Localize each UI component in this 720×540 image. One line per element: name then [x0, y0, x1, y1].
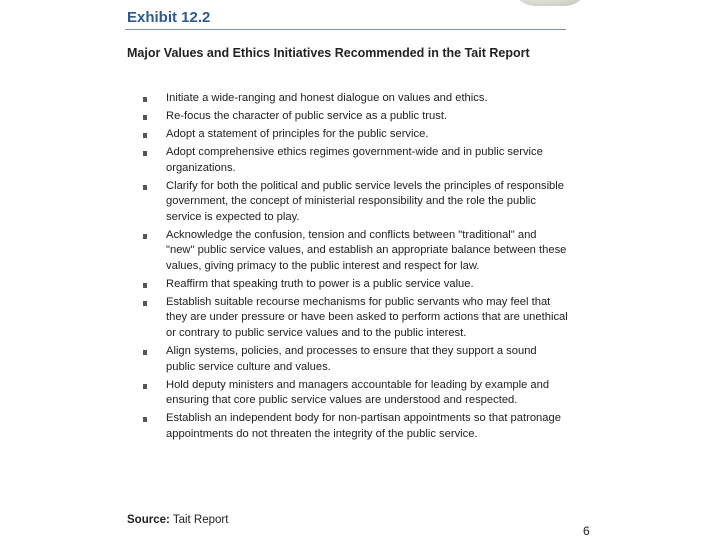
document-heading: Major Values and Ethics Initiatives Recommended in the Tait Report	[127, 46, 530, 60]
exhibit-title: Exhibit 12.2	[127, 9, 211, 26]
bullet-icon	[143, 283, 147, 288]
corner-decorative-graphic	[510, 0, 590, 6]
list-item-text: Reaffirm that speaking truth to power is a public service value.	[166, 277, 474, 290]
list-item	[143, 179, 568, 226]
source-citation	[127, 514, 228, 526]
list-item-text: Establish suitable recourse mechanisms for public servants who may feel that they are under pressure or have been asked to perform actions that are unethical or contrary to public service values and to the public interest.	[166, 295, 568, 340]
list-item-text: Establish an independent body for non-partisan appointments so that patronage appointments do not threaten the integrity of the public service.	[166, 412, 561, 440]
list-item	[143, 127, 568, 143]
recommendations-list	[143, 91, 568, 445]
list-item-text: Align systems, policies, and processes to ensure that they support a sound public service culture and values.	[166, 345, 537, 373]
source-text: Tait Report	[172, 514, 229, 526]
list-item-text: Adopt comprehensive ethics regimes government-wide and in public service organizations.	[166, 145, 543, 174]
bullet-icon	[143, 417, 147, 422]
list-item	[143, 277, 568, 293]
list-item	[143, 109, 568, 125]
bullet-icon	[143, 234, 147, 239]
list-item-text: Re-focus the character of public service as a public trust.	[166, 109, 448, 122]
list-item-text: Adopt a statement of principles for the public service.	[166, 127, 429, 140]
list-item	[143, 295, 568, 342]
list-item	[143, 411, 568, 442]
list-item	[143, 344, 568, 375]
list-item	[143, 228, 568, 275]
title-divider	[125, 29, 566, 30]
list-item	[143, 378, 568, 409]
source-label: Source:	[127, 514, 170, 526]
list-item	[143, 145, 568, 176]
bullet-icon	[143, 151, 147, 156]
bullet-icon	[143, 97, 147, 102]
list-item-text: Initiate a wide-ranging and honest dialogue on values and ethics.	[166, 92, 488, 104]
list-item-text: Acknowledge the confusion, tension and conflicts between "traditional" and "new" public service values, and establish an appropriate balance between these values, giving primacy to the public interest and respect for law.	[166, 228, 567, 272]
list-item-text: Hold deputy ministers and managers accountable for leading by example and ensuring that core public service values are understood and respected.	[166, 378, 550, 407]
list-item-text: Clarify for both the political and public service levels the principles of responsible government, the concept of ministerial responsibility and the role the public service is expected to play.	[166, 179, 564, 223]
bullet-icon	[143, 185, 147, 190]
bullet-icon	[143, 133, 147, 138]
page-number: 6	[583, 524, 590, 538]
bullet-icon	[143, 350, 147, 355]
bullet-icon	[143, 301, 147, 306]
list-item	[143, 91, 568, 107]
bullet-icon	[143, 384, 147, 389]
bullet-icon	[143, 115, 147, 120]
